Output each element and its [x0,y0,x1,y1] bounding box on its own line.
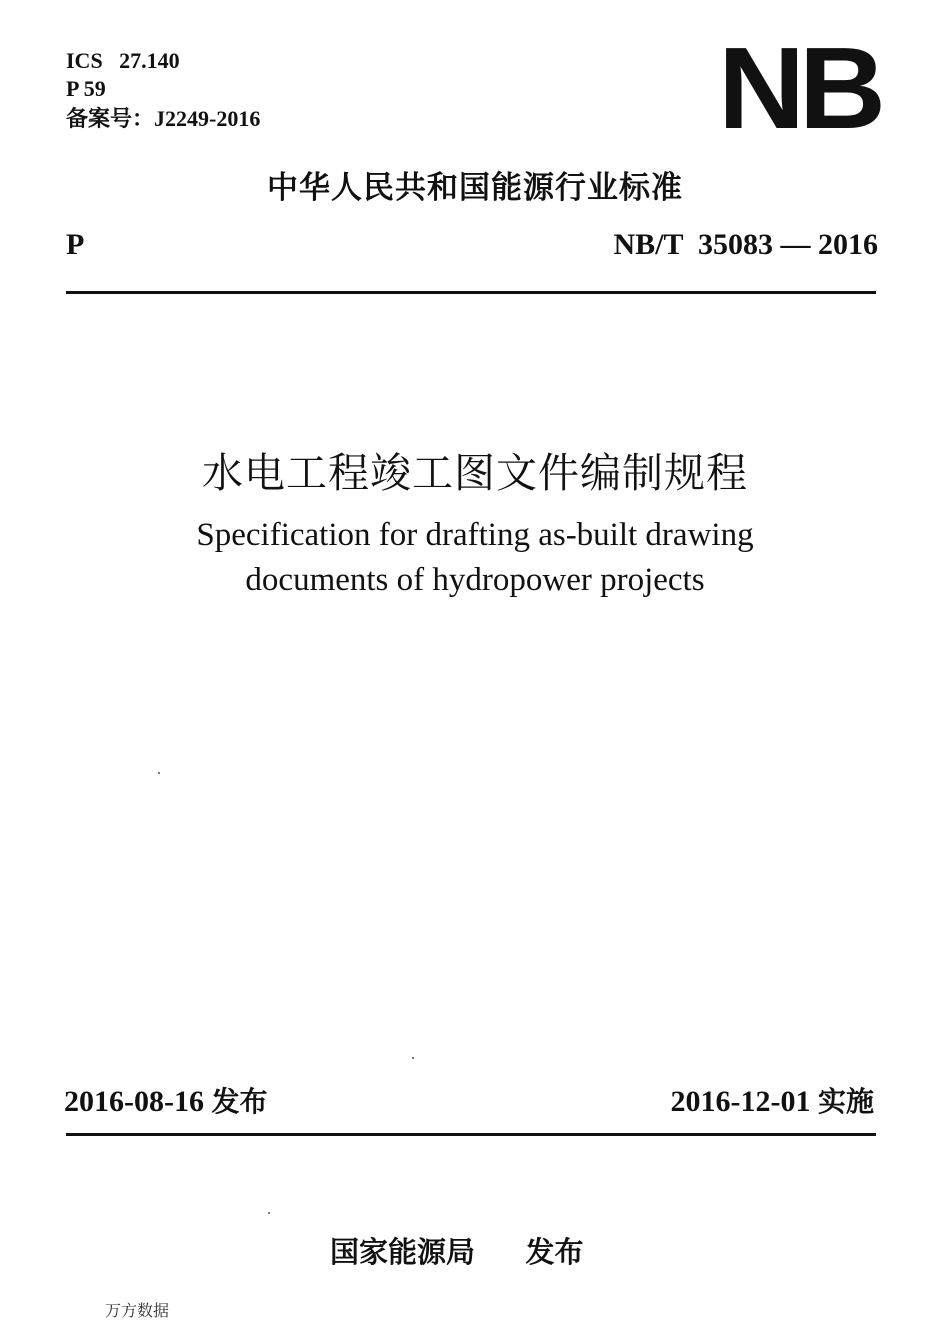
ics-code: ICS 27.140 [66,48,180,73]
implementation-date-line [671,1080,875,1120]
issue-date: 2016-08-16 [64,1085,204,1118]
implementation-label: 实施 [817,1085,874,1118]
issue-date-line [64,1080,268,1120]
top-divider [66,291,876,294]
standard-number: NB/T 35083 — 2016 [613,228,878,261]
category-letter: P [66,228,85,261]
record-number: 备案号：J2249-2016 [66,106,261,131]
publisher-line [330,1230,584,1271]
title-english-line-2: documents of hydropower projects [245,562,705,598]
classification-code: P 59 [66,76,106,101]
implementation-date: 2016-12-01 [670,1085,811,1118]
publisher-action: 发布 [525,1235,584,1269]
nb-logo: NB [718,23,880,153]
title-english-line-1: Specification for drafting as-built drawing [196,517,754,553]
title-chinese: 水电工程竣工图文件编制规程 [202,449,748,497]
publisher-name: 国家能源局 [330,1235,476,1269]
scan-speck [158,772,160,774]
standard-type-heading: 中华人民共和国能源行业标准 [267,170,683,206]
scan-speck [412,1057,414,1059]
bottom-divider [66,1133,876,1136]
watermark: 万方数据 [105,1301,170,1320]
scan-speck [268,1212,270,1214]
issue-label: 发布 [211,1085,268,1118]
